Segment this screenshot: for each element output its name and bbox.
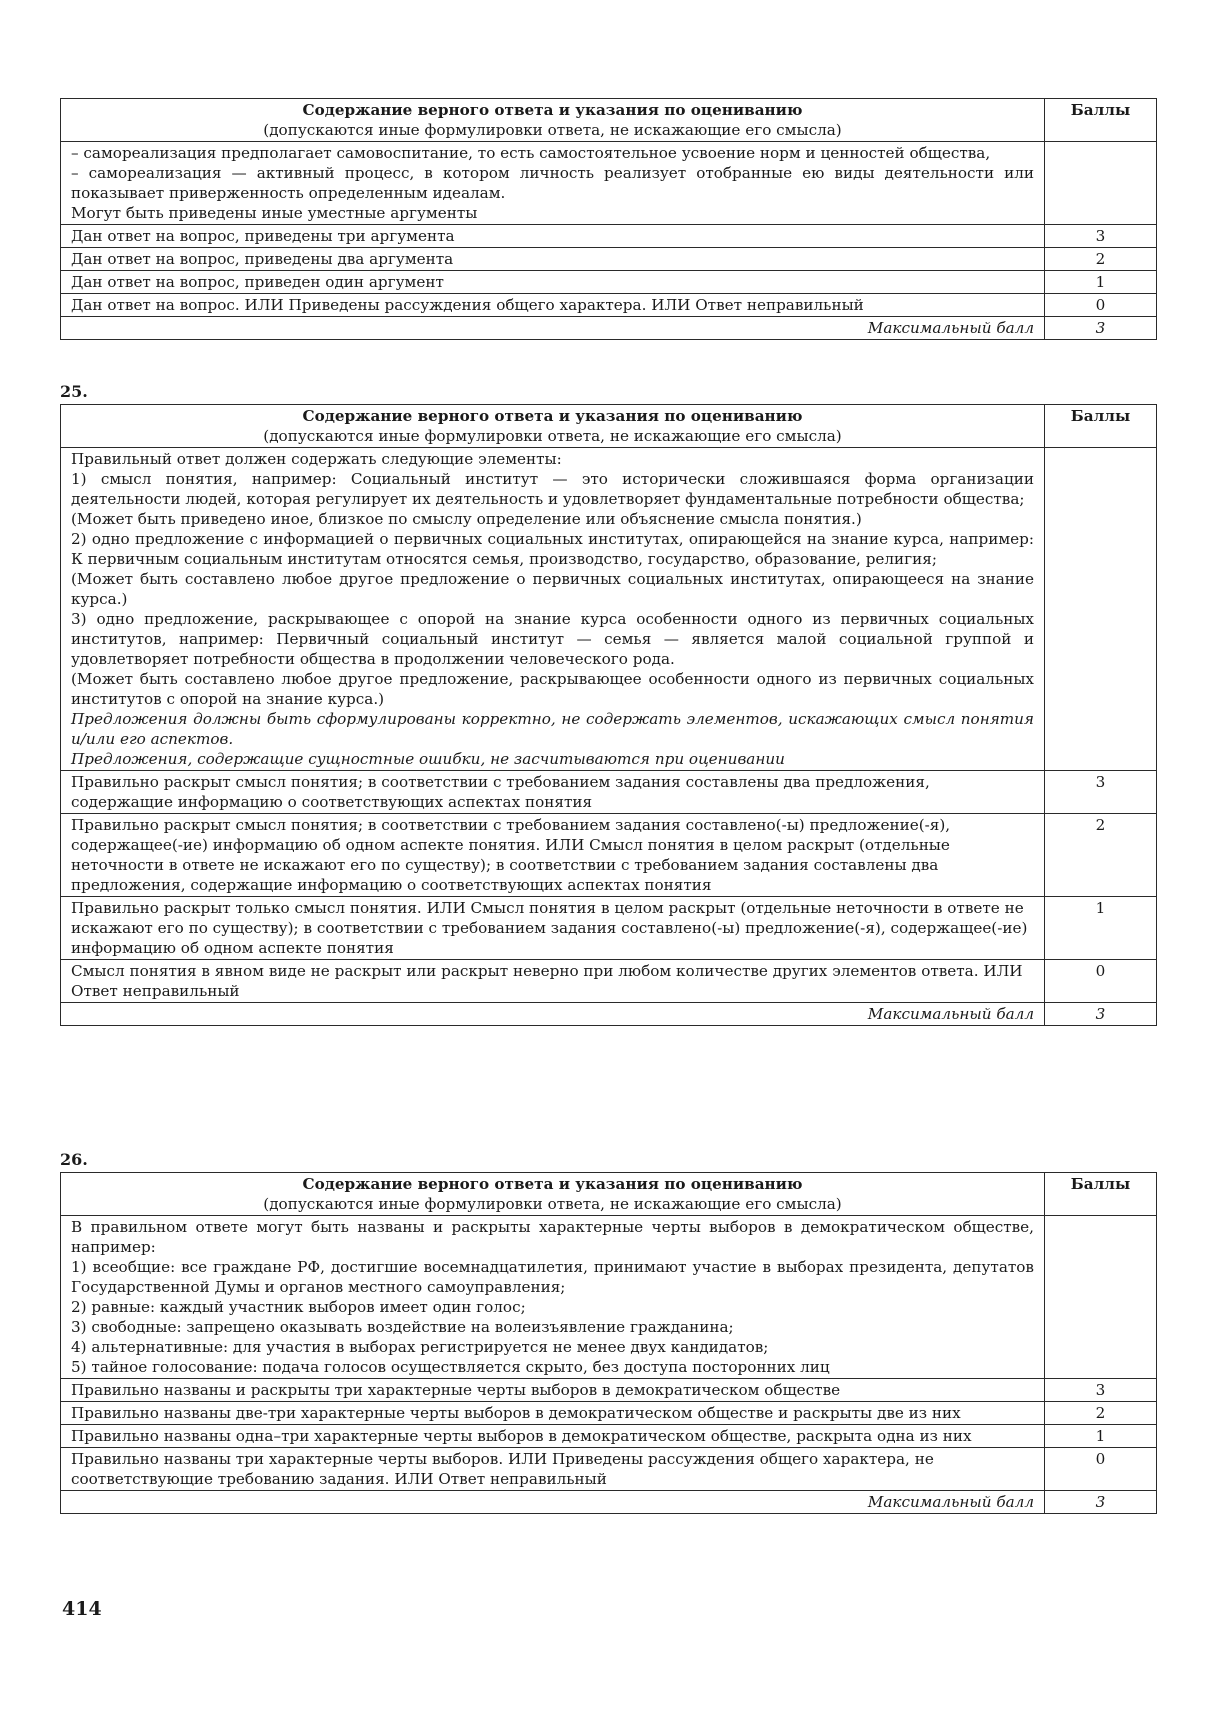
header-content-cell (61, 1173, 1045, 1216)
header-title: Содержание верного ответа и указания по оцениванию (302, 1175, 803, 1193)
criteria-points: 3 (1045, 771, 1157, 814)
content-row (61, 448, 1157, 771)
max-label: Максимальный балл (61, 1491, 1045, 1514)
criteria-text: Смысл понятия в явном виде не раскрыт или раскрыт неверно при любом количестве других элементов ответа. ИЛИ Ответ неправильный (61, 960, 1045, 1003)
criteria-points: 1 (1045, 897, 1157, 960)
content-paragraph: 2) одно предложение с информацией о первичных социальных институтах, опирающейся на знание курса, например: К первичным социальным институтам относятся семья, производство, государство, образование, религия; (71, 530, 1034, 568)
criteria-points: 0 (1045, 294, 1157, 317)
points-cell (1045, 448, 1157, 771)
content-paragraph: 3) одно предложение, раскрывающее с опорой на знание курса особенности одного из первичных социальных институтов, например: Первичный социальный институт — семья — является малой социальной группой и удовлетворяет потребности общества в продолжении человеческого рода. (71, 610, 1034, 668)
criteria-text: Правильно названы две-три характерные черты выборов в демократическом обществе и раскрыты две из них (61, 1402, 1045, 1425)
content-paragraph: – самореализация — активный процесс, в котором личность реализует отобранные ею виды деятельности или показывает приверженность определенным идеалам. (71, 164, 1034, 202)
content-paragraph: 1) всеобщие: все граждане РФ, достигшие восемнадцатилетия, принимают участие в выборах президента, депутатов Государственной Думы и органов местного самоуправления; (71, 1258, 1034, 1296)
criteria-text: Правильно названы три характерные черты выборов. ИЛИ Приведены рассуждения общего характера, не соответствующие требованию задания. ИЛИ Ответ неправильный (61, 1448, 1045, 1491)
header-points-cell: Баллы (1045, 1173, 1157, 1216)
content-row (61, 1216, 1157, 1379)
criteria-row (61, 1379, 1157, 1402)
criteria-text: Дан ответ на вопрос, приведен один аргумент (61, 271, 1045, 294)
criteria-points: 3 (1045, 1379, 1157, 1402)
task25-number: 25. (60, 382, 88, 401)
max-points: 3 (1045, 1491, 1157, 1514)
points-cell (1045, 142, 1157, 225)
content-paragraph: В правильном ответе могут быть названы и раскрыты характерные черты выборов в демократическом обществе, например: (71, 1218, 1034, 1256)
criteria-row (61, 225, 1157, 248)
criteria-text: Правильно раскрыт только смысл понятия. ИЛИ Смысл понятия в целом раскрыт (отдельные неточности в ответе не искажают его по существу); в соответствии с требованием задания составлено(-ы) предложение(-я), содержащее(-ие) информацию об одном аспекте понятия (61, 897, 1045, 960)
table-header-row (61, 99, 1157, 142)
header-title: Содержание верного ответа и указания по оцениванию (302, 101, 803, 119)
content-cell (61, 142, 1045, 225)
points-cell (1045, 1216, 1157, 1379)
criteria-text: Дан ответ на вопрос. ИЛИ Приведены рассуждения общего характера. ИЛИ Ответ неправильный (61, 294, 1045, 317)
header-points-cell: Баллы (1045, 405, 1157, 448)
max-points: 3 (1045, 317, 1157, 340)
criteria-text: Правильно раскрыт смысл понятия; в соответствии с требованием задания составлено(-ы) предложение(-я), содержащее(-ие) информацию об одном аспекте понятия. ИЛИ Смысл понятия в целом раскрыт (отдельные неточности в ответе не искажают его по существу); в соответствии с требованием задания составлены два предложения, содержащие информацию о соответствующих аспектах понятия (61, 814, 1045, 897)
criteria-row (61, 1425, 1157, 1448)
max-row (61, 1491, 1157, 1514)
content-paragraph: (Может быть приведено иное, близкое по смыслу определение или объяснение смысла понятия.) (71, 510, 862, 528)
content-paragraph: Правильный ответ должен содержать следующие элементы: (71, 450, 562, 468)
content-row (61, 142, 1157, 225)
content-cell (61, 448, 1045, 771)
criteria-row (61, 771, 1157, 814)
criteria-points: 0 (1045, 960, 1157, 1003)
criteria-text: Правильно названы и раскрыты три характерные черты выборов в демократическом обществе (61, 1379, 1045, 1402)
content-cell (61, 1216, 1045, 1379)
criteria-row (61, 814, 1157, 897)
criteria-row (61, 248, 1157, 271)
table-header-row (61, 405, 1157, 448)
criteria-points: 1 (1045, 271, 1157, 294)
criteria-points: 2 (1045, 1402, 1157, 1425)
criteria-text: Дан ответ на вопрос, приведены два аргумента (61, 248, 1045, 271)
criteria-row (61, 960, 1157, 1003)
header-subtitle: (допускаются иные формулировки ответа, не искажающие его смысла) (263, 121, 842, 139)
max-label: Максимальный балл (61, 1003, 1045, 1026)
criteria-text: Правильно раскрыт смысл понятия; в соответствии с требованием задания составлены два предложения, содержащие информацию о соответствующих аспектах понятия (61, 771, 1045, 814)
table-header-row (61, 1173, 1157, 1216)
header-content-cell (61, 99, 1045, 142)
header-subtitle: (допускаются иные формулировки ответа, не искажающие его смысла) (263, 427, 842, 445)
max-label: Максимальный балл (61, 317, 1045, 340)
task25-table (60, 404, 1157, 1026)
criteria-row (61, 294, 1157, 317)
criteria-text: Дан ответ на вопрос, приведены три аргумента (61, 225, 1045, 248)
content-paragraph: 4) альтернативные: для участия в выборах регистрируется не менее двух кандидатов; (71, 1338, 769, 1356)
max-points: 3 (1045, 1003, 1157, 1026)
task26-table (60, 1172, 1157, 1514)
content-paragraph: (Может быть составлено любое другое предложение о первичных социальных институтах, опирающееся на знание курса.) (71, 570, 1034, 608)
header-title: Содержание верного ответа и указания по оцениванию (302, 407, 803, 425)
criteria-row (61, 897, 1157, 960)
task26-number: 26. (60, 1150, 88, 1169)
criteria-points: 2 (1045, 814, 1157, 897)
task24-table (60, 98, 1157, 340)
header-subtitle: (допускаются иные формулировки ответа, не искажающие его смысла) (263, 1195, 842, 1213)
criteria-row (61, 1402, 1157, 1425)
criteria-points: 1 (1045, 1425, 1157, 1448)
max-row (61, 1003, 1157, 1026)
content-paragraph: 2) равные: каждый участник выборов имеет один голос; (71, 1298, 526, 1316)
content-paragraph: 1) смысл понятия, например: Социальный институт — это исторически сложившаяся форма организации деятельности людей, которая регулирует их деятельность и удовлетворяет фундаментальные потребности общества; (71, 470, 1034, 508)
page-number: 414 (62, 1598, 102, 1620)
header-points-cell: Баллы (1045, 99, 1157, 142)
criteria-points: 3 (1045, 225, 1157, 248)
criteria-points: 0 (1045, 1448, 1157, 1491)
content-paragraph: 5) тайное голосование: подача голосов осуществляется скрыто, без доступа посторонних лиц (71, 1358, 830, 1376)
content-paragraph: Могут быть приведены иные уместные аргументы (71, 204, 478, 222)
max-row (61, 317, 1157, 340)
note-paragraph: Предложения должны быть сформулированы корректно, не содержать элементов, искажающих смысл понятия и/или его аспектов. (71, 710, 1034, 748)
criteria-row (61, 1448, 1157, 1491)
header-content-cell (61, 405, 1045, 448)
note-paragraph: Предложения, содержащие сущностные ошибки, не засчитываются при оценивании (71, 750, 785, 768)
content-paragraph: – самореализация предполагает самовоспитание, то есть самостоятельное усвоение норм и ценностей общества, (71, 144, 991, 162)
content-paragraph: 3) свободные: запрещено оказывать воздействие на волеизъявление гражданина; (71, 1318, 734, 1336)
criteria-row (61, 271, 1157, 294)
criteria-points: 2 (1045, 248, 1157, 271)
content-paragraph: (Может быть составлено любое другое предложение, раскрывающее особенности одного из первичных социальных институтов с опорой на знание курса.) (71, 670, 1034, 708)
criteria-text: Правильно названы одна–три характерные черты выборов в демократическом обществе, раскрыта одна из них (61, 1425, 1045, 1448)
